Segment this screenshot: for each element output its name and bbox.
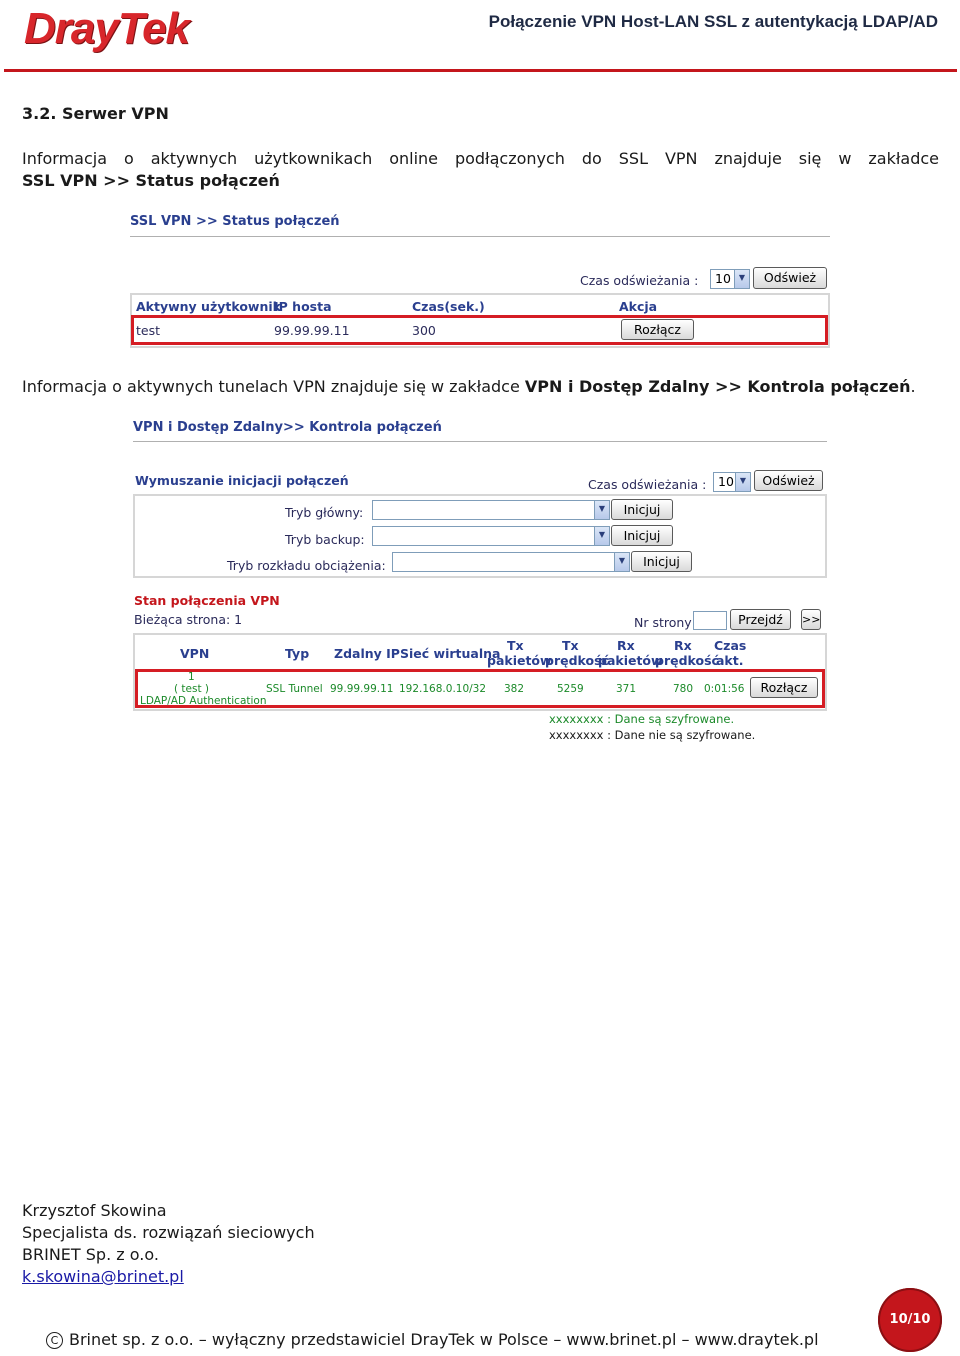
page-number-label: Nr strony (634, 615, 692, 630)
vpn-row-remote-ip: 99.99.99.11 (330, 683, 394, 695)
vpn-control-page-title: VPN i Dostęp Zdalny>> Kontrola połączeń (133, 420, 442, 435)
mode-backup-label: Tryb backup: (285, 532, 365, 547)
author-role: Specjalista ds. rozwiązań sieciowych (22, 1223, 315, 1242)
vpn-refresh-button[interactable]: Odśwież (754, 470, 823, 491)
vpn-row-auth: LDAP/AD Authentication (140, 695, 267, 707)
mode-backup-select[interactable] (372, 526, 610, 546)
vpn-refresh-value: 10 (718, 474, 734, 489)
document-title: Połączenie VPN Host-LAN SSL z autentykacją LDAP/AD (488, 12, 938, 31)
email-link[interactable]: k.skowina@brinet.pl (22, 1267, 184, 1286)
col-host-ip: IP hosta (274, 299, 332, 314)
col-rx-rate-1: Rx (674, 638, 692, 653)
paragraph-vpn-tunnels-end: . (910, 377, 916, 396)
mode-primary-dial-button[interactable]: Inicjuj (611, 499, 673, 520)
legend-encrypted-text: xxxxxxxx : Dane są szyfrowane. (549, 712, 735, 726)
mode-primary-label: Tryb główny: (285, 505, 364, 520)
highlight-box (131, 315, 828, 345)
col-uptime-2: akt. (716, 653, 744, 668)
vpn-row-type: SSL Tunnel (266, 683, 323, 695)
col-rx-rate-2: prędkość (655, 653, 719, 668)
copyright-icon: C (46, 1332, 63, 1349)
page-number-input[interactable] (693, 611, 727, 630)
col-rx-packets-2: pakietów (598, 653, 663, 668)
current-page-label: Bieżąca strona: (134, 612, 231, 627)
mode-primary-select[interactable] (372, 500, 610, 520)
page-number-badge: 10/10 (878, 1288, 942, 1352)
ssl-status-title-rule (130, 236, 830, 237)
ssl-row-user: test (136, 323, 161, 338)
mode-loadbalance-label: Tryb rozkładu obciążenia: (227, 558, 386, 573)
vpn-row-tx-rate: 5259 (557, 683, 584, 695)
paragraph-vpn-tunnels-text: Informacja o aktywnych tunelach VPN znajduje się w zakładce (22, 377, 525, 396)
vpn-row-rx-rate: 780 (673, 683, 694, 695)
legend-unencrypted-text: xxxxxxxx : Dane nie są szyfrowane. (549, 728, 756, 742)
col-remote-ip: Zdalny IP (334, 646, 400, 661)
col-tx-rate-1: Tx (562, 638, 579, 653)
go-button[interactable]: Przejdź (730, 609, 791, 630)
dial-out-title: Wymuszanie inicjacji połączeń (135, 473, 349, 488)
col-uptime-1: Czas (714, 638, 747, 653)
col-tx-rate-2: prędkość (545, 653, 609, 668)
current-page-value: 1 (234, 612, 243, 627)
col-time-sec: Czas(sek.) (412, 299, 485, 314)
author-company: BRINET Sp. z o.o. (22, 1245, 159, 1264)
col-tx-packets-1: Tx (507, 638, 524, 653)
section-heading: 3.2. Serwer VPN (22, 104, 169, 123)
ssl-refresh-value: 10 (715, 271, 731, 286)
vpn-row-tx-packets: 382 (504, 683, 525, 695)
ssl-refresh-button[interactable]: Odśwież (753, 267, 827, 289)
mode-loadbalance-dial-button[interactable]: Inicjuj (631, 551, 692, 572)
mode-backup-dial-button[interactable]: Inicjuj (611, 525, 673, 546)
chevron-down-icon: ▼ (734, 270, 749, 288)
footer-copyright (46, 1330, 819, 1349)
paragraph-vpn-tunnels-path: VPN i Dostęp Zdalny >> Kontrola połączeń (524, 377, 911, 396)
paragraph-vpn-tunnels (22, 376, 916, 398)
author-email[interactable] (22, 1266, 184, 1288)
legend-encrypted (549, 712, 734, 726)
paragraph-ssl-users-path: SSL VPN >> Status połączeń (22, 171, 280, 190)
vpn-row-uptime: 0:01:56 (704, 683, 745, 695)
author-name: Krzysztof Skowina (22, 1201, 167, 1220)
copyright-text: Brinet sp. z o.o. – wyłączny przedstawiciel DrayTek w Polsce – www.brinet.pl – www.draytek.pl (69, 1330, 819, 1349)
mode-loadbalance-select[interactable] (392, 552, 630, 572)
chevron-down-icon: ▼ (594, 501, 609, 519)
vpn-refresh-label: Czas odświeżania : (588, 477, 707, 492)
ssl-row-ip: 99.99.99.11 (274, 323, 350, 338)
col-action: Akcja (619, 299, 658, 314)
chevron-down-icon: ▼ (735, 473, 750, 491)
ssl-disconnect-button[interactable]: Rozłącz (621, 319, 694, 340)
legend-unencrypted (549, 728, 755, 742)
ssl-refresh-label: Czas odświeżania : (580, 273, 699, 288)
vpn-disconnect-button[interactable]: Rozłącz (750, 677, 818, 698)
paragraph-ssl-users: Informacja o aktywnych użytkownikach online podłączonych do SSL VPN znajduje się w zakładce (22, 149, 939, 168)
vpn-control-title-rule (133, 441, 827, 442)
draytek-logo: DrayTek (24, 4, 190, 53)
col-rx-packets-1: Rx (617, 638, 635, 653)
chevron-down-icon: ▼ (594, 527, 609, 545)
vpn-status-title: Stan połączenia VPN (134, 593, 280, 608)
vpn-row-rx-packets: 371 (616, 683, 637, 695)
col-active-user: Aktywny użytkownik (136, 299, 281, 314)
next-page-button[interactable]: >> (801, 609, 821, 630)
vpn-refresh-select[interactable] (713, 472, 751, 492)
current-page (134, 612, 242, 627)
vpn-row-index: 1 (188, 671, 195, 683)
header-divider (4, 69, 957, 72)
ssl-status-page-title: SSL VPN >> Status połączeń (130, 214, 340, 229)
col-type: Typ (285, 646, 310, 661)
chevron-down-icon: ▼ (614, 553, 629, 571)
ssl-refresh-select[interactable] (710, 269, 750, 289)
vpn-row-name: ( test ) (174, 683, 210, 695)
vpn-row-virtual-net: 192.168.0.10/32 (399, 683, 487, 695)
col-tx-packets-2: pakietów (487, 653, 552, 668)
ssl-row-time: 300 (412, 323, 436, 338)
col-virtual-network: Sieć wirtualna (400, 646, 501, 661)
col-vpn: VPN (180, 646, 210, 661)
